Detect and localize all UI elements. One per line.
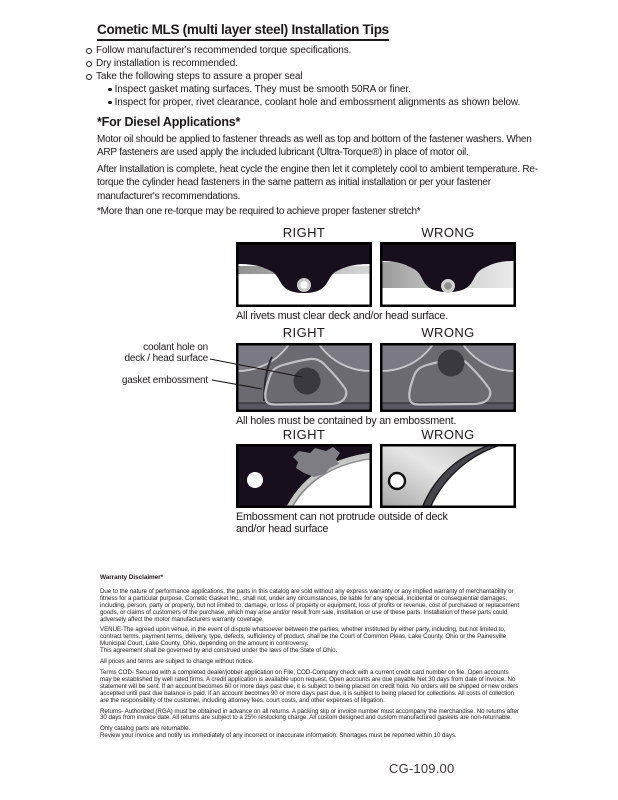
legal-paragraph: Review your invoice and notify us immediately of any incorrect or inaccurate information. Shortages must be reported within 10 days. [100, 732, 457, 740]
holes-caption: All holes must be contained by an embossment. [236, 415, 457, 427]
circle-bullet-icon [86, 48, 92, 54]
diesel-paragraph-2: After Installation is complete, heat cycle the engine then let it completely cool to ambient temperature. Re-torque the cylinder head fasteners in the same pattern as initial installation or per your fastener manufacturer's recommendations. [97, 164, 538, 202]
right-label: RIGHT [282, 325, 326, 340]
protrusion-wrong-illustration [380, 444, 516, 508]
list-item [108, 83, 556, 96]
diesel-heading: *For Diesel Applications* [97, 115, 241, 129]
legal-paragraph: This agreement shall be governed by and construed under the laws of the State of Ohio. [100, 647, 338, 655]
tip-text: Inspect gasket mating surfaces. They must be smooth 50RA or finer. [114, 84, 411, 95]
rivet-right-illustration [236, 242, 372, 307]
legal-paragraph: Due to the nature of performance applications, the parts in this catalog are sold without any express warranty or any implied warranty of merchantability or fitness for a particular purpose. Cometic Gasket Inc., shall not, under any circumstances, be liable for any special, incidental or consequential damages, including, person, party or property, but not limited to, damage, or loss of property or equipment, loss of profits or revenue, cost of purchased or replacement goods, or claims of customers of the purchase, which may arise and/or result from sale, instillation or use of these parts. Installation of these parts could adversely affect the motor manufacturers warranty coverage. [100, 587, 520, 623]
rivet-caption: All rivets must clear deck and/or head surface. [236, 310, 449, 322]
coolant-hole-label: coolant hole on deck / head surface [124, 342, 208, 364]
dot-bullet-icon [108, 88, 112, 92]
embossment-containment-diagram [112, 326, 524, 436]
tip-text: Follow manufacturer's recommended torque specifications. [96, 45, 352, 56]
wrong-label: WRONG [421, 225, 475, 240]
wrong-label: WRONG [421, 325, 475, 340]
protrusion-caption: Embossment can not protrude outside of deck and/or head surface [236, 511, 448, 535]
rivet-right-panel [236, 242, 372, 307]
legal-paragraph: Terms COD- Secured with a completed dealer/jobber application on File, COD-Company check with a current credit card number on file. Open accounts may be established by well rated firms. A credit application is available upon request. Open accounts are due payable Net 30 days from date of invoice. No statement will be sent. If an account becomes 60 or more days past due, it is subject to being placed on credit hold. No orders will be shipped or new orders accepted until past due balance is paid. If an account becomes 90 or more days past due, it is subject to being placed for collections. All costs of collection are the responsibility of the customer, including attorney fees, court costs, and other expenses of litigation. [100, 668, 519, 704]
holes-wrong-panel [380, 343, 516, 412]
installation-tips-list [86, 44, 556, 109]
legal-paragraph: Only catalog parts are returnable. [100, 725, 191, 733]
holes-right-panel [236, 343, 372, 412]
legal-paragraph: VENUE-The agreed upon venue, in the event of dispute whatsoever between the parties, whether instituted by either party, including, but not limited to, contract terms, payment terms, delivery, type, defects, sufficiency of product, shall be the Court of Common Pleas, Lake County, Ohio or the Painesville Municipal Court, Lake County, Ohio, depending on the amount in controversy. [100, 626, 507, 648]
page-title: Cometic MLS (multi layer steel) Installation Tips [97, 22, 389, 41]
right-label: RIGHT [282, 225, 326, 240]
retorque-note: *More than one re-torque may be required to achieve proper fastener stretch* [97, 206, 421, 217]
right-label: RIGHT [282, 427, 326, 442]
dot-bullet-icon [108, 101, 112, 105]
rivet-clearance-diagram [236, 226, 520, 322]
holes-right-illustration [236, 343, 372, 412]
protrusion-right-illustration [236, 444, 372, 508]
list-item [86, 57, 556, 70]
gasket-embossment-label: gasket embossment [121, 375, 208, 386]
protrusion-wrong-panel [380, 444, 516, 508]
rivet-wrong-panel [380, 242, 516, 307]
list-item [86, 70, 556, 83]
legal-paragraph: All prices and terms are subject to change without notice. [100, 658, 254, 666]
warranty-disclaimer [100, 575, 520, 744]
embossment-protrusion-diagram [236, 428, 520, 535]
list-item [108, 96, 556, 109]
page-number: CG-109.00 [389, 761, 455, 776]
protrusion-right-panel [236, 444, 372, 508]
list-item [86, 44, 556, 57]
tip-text: Inspect for proper, rivet clearance, coolant hole and embossment alignments as shown below. [114, 97, 521, 108]
tip-text: Dry installation is recommended. [96, 58, 238, 69]
tip-text: Take the following steps to assure a proper seal [96, 71, 303, 82]
rivet-wrong-illustration [380, 242, 516, 307]
circle-bullet-icon [86, 61, 92, 67]
holes-wrong-illustration [380, 343, 516, 412]
warranty-heading: Warranty Disclaimer* [100, 574, 164, 581]
circle-bullet-icon [86, 74, 92, 80]
diesel-paragraph-1: Motor oil should be applied to fastener threads as well as top and bottom of the fastener washers. When ARP fasteners are used apply the included lubricant (Ultra-Torque®) in place of motor oil. [97, 134, 532, 159]
wrong-label: WRONG [421, 427, 475, 442]
legal-paragraph: Returns- Authorized (RGA) must be obtained in advance on all returns. A packing slip or invoice number must accompany the merchandise. No returns after 30 days from invoice date. All returns are subject to a 25% restocking charge. All custom designed and custom manufactured gaskets are non-returnable. [100, 707, 519, 722]
